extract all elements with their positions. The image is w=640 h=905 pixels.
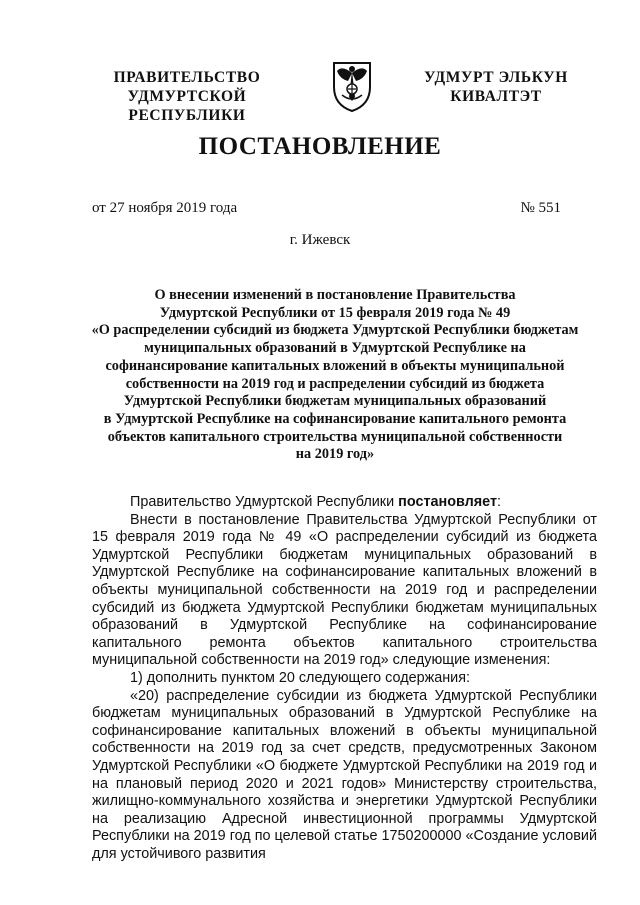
header-right-line1: УДМУРТ ЭЛЬКУН bbox=[424, 69, 568, 86]
subject-line: Удмуртской Республики от 15 февраля 2019 года № 49 bbox=[159, 304, 511, 321]
intro-paragraph bbox=[92, 494, 597, 512]
document-body bbox=[92, 494, 597, 863]
document-city: г. Ижевск bbox=[289, 232, 351, 248]
intro-text: Правительство Удмуртской Республики bbox=[130, 494, 399, 510]
document-title: ПОСТАНОВЛЕНИЕ bbox=[198, 133, 442, 160]
subject-line: на 2019 год» bbox=[295, 446, 375, 463]
document-subject bbox=[85, 287, 585, 464]
header-left-line2: УДМУРТСКОЙ РЕСПУБЛИКИ bbox=[127, 88, 247, 124]
subject-line: объектов капитального строительства муниципальной собственности bbox=[107, 428, 563, 445]
subject-line: софинансирование капитальных вложений в объекты муниципальной bbox=[105, 357, 565, 374]
header-left bbox=[72, 68, 302, 125]
subject-line: Удмуртской Республики бюджетам муниципальных образований bbox=[123, 393, 547, 410]
document-number: № 551 bbox=[520, 200, 561, 216]
paragraph-1: Внести в постановление Правительства Удмуртской Республики от 15 февраля 2019 года № 49 «О распределении субсидий из бюджета Удмуртской Республики бюджетам муниципальных образований в Удмуртской Республике на софинансирование капитальных вложений в объекты муниципальной собственности на 2019 год и распределении субсидий из бюджета Удмуртской Республики бюджетам муниципальных образований в Удмуртской Республике на софинансирование капитального ремонта объектов капитального строительства муниципальной собственности на 2019 год» следующие изменения: bbox=[92, 511, 597, 669]
header-right bbox=[412, 68, 580, 106]
subject-line: О внесении изменений в постановление Правительства bbox=[154, 287, 516, 303]
subject-line: в Удмуртской Республике на софинансирование капитального ремонта bbox=[103, 410, 567, 427]
header-left-line1: ПРАВИТЕЛЬСТВО bbox=[113, 69, 261, 86]
subject-line: собственности на 2019 год и распределении субсидий из бюджета bbox=[125, 375, 545, 392]
intro-bold: постановляет bbox=[398, 494, 498, 510]
subject-line: «О распределении субсидий из бюджета Удмуртской Республики бюджетам bbox=[91, 322, 579, 339]
header-right-line2: КИВАЛТЭТ bbox=[450, 88, 542, 105]
paragraph-2: 1) дополнить пунктом 20 следующего содержания: bbox=[130, 669, 470, 686]
intro-colon: : bbox=[497, 494, 502, 510]
paragraph-3: «20) распределение субсидии из бюджета Удмуртской Республики бюджетам муниципальных образований в Удмуртской Республике на софинансирование капитальных вложений в объекты муниципальной собственности на 2019 год за счет средств, предусмотренных Законом Удмуртской Республики «О бюджете Удмуртской Республики на 2019 год и на плановый период 2020 и 2021 годов» Министерству строительства, жилищно-коммунального хозяйства и энергетики Удмуртской Республики на реализацию Адресной инвестиционной программы Удмуртской Республики на 2019 год по целевой статье 1750200000 «Создание условий для устойчивого развития bbox=[92, 687, 597, 862]
udmurtia-coat-of-arms-icon bbox=[330, 57, 374, 113]
document-date: от 27 ноября 2019 года bbox=[92, 200, 238, 216]
subject-line: муниципальных образований в Удмуртской Республике на bbox=[144, 340, 526, 357]
